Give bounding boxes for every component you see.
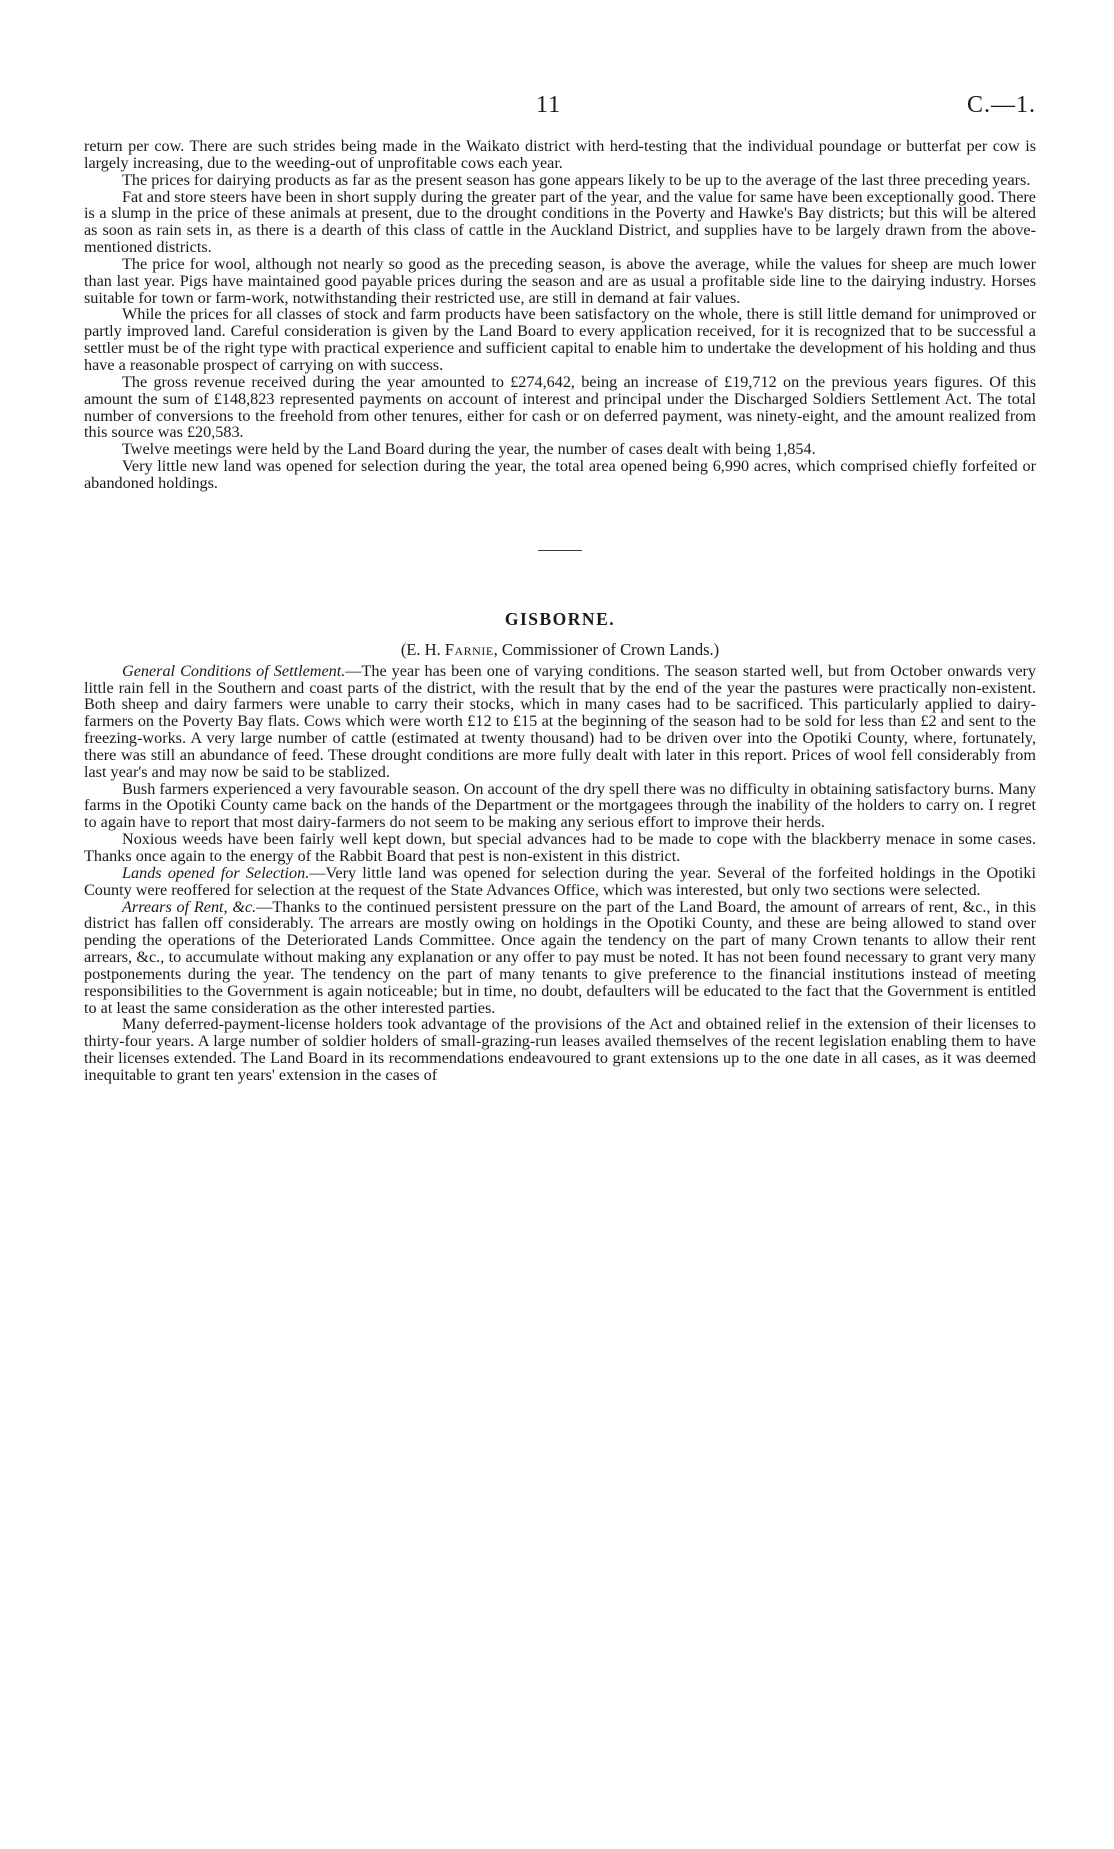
- byline-name: Farnie: [444, 639, 494, 659]
- commissioner-byline: [84, 640, 1036, 660]
- paragraph-dairy-continuation: return per cow. There are such strides being made in the Waikato district with herd-testing that the individual poundage or butterfat per cow is largely increasing, due to the weeding-out of unprofitable cows each year.: [84, 137, 1036, 172]
- gisborne-section: [84, 609, 1036, 1084]
- paragraph-new-land: Very little new land was opened for selection during the year, the total area opened being 6,990 acres, which comprised chiefly forfeited or abandoned holdings.: [84, 457, 1036, 492]
- paragraph-general-conditions: [84, 663, 1036, 781]
- byline-suffix: , Commissioner of Crown Lands.): [493, 639, 720, 659]
- arrears-text: —Thanks to the continued persistent pressure on the part of the Land Board, the amount of arrears of rent, &c., in this district has fallen off considerably. The arrears are mostly owing on holdings in the Opotiki County, and these are being allowed to stand over pending the operations of the Deteriorated Lands Committee. Once again the tendency on the part of many Crown tenants to allow their rent arrears, &c., to accumulate without making any explanation or any offer to pay must be noted. It has not been found necessary to grant very many postponements during the year. The tendency on the part of many tenants to give preference to the financial institutions instead of meeting responsibilities to the Government is again noticeable; but in time, no doubt, defaulters will be educated to the fact that the Government is entitled to at least the same consideration as the other interested parties.: [84, 897, 1036, 1017]
- subheading-lands-opened: Lands opened for Selection.: [122, 863, 310, 882]
- top-section: [84, 138, 1036, 492]
- paragraph-steers: Fat and store steers have been in short supply during the greater part of the year, and the value for same have been exceptionally good. There is a slump in the price of these animals at present, due to the drought conditions in the Poverty and Hawke's Bay districts; but this will be altered as soon as rain sets in, as there is a dearth of this class of cattle in the Auckland District, and supplies have to be largely drawn from the above-mentioned districts.: [84, 187, 1036, 257]
- page-header: [84, 92, 1036, 138]
- paragraph-land-demand: While the prices for all classes of stock and farm products have been satisfactory on the whole, there is still little demand for unimproved or partly improved land. Careful consideration is given by the Land Board to every application received, for it is recognized that to be successful a settler must be of the right type with practical experience and sufficient capital to enable him to undertake the development of his holding and thus have a reasonable prospect of carrying on with success.: [84, 305, 1036, 374]
- paragraph-gross-revenue: The gross revenue received during the year amounted to £274,642, being an increase of £19,712 on the previous years figures. Of this amount the sum of £148,823 represented payments on account of interest and principal under the Discharged Soldiers Settlement Act. The total number of conversions to the freehold from other tenures, either for cash or on deferred payment, was ninety-eight, and the amount realized from this source was £20,583.: [84, 372, 1036, 442]
- paragraph-meetings: Twelve meetings were held by the Land Board during the year, the number of cases dealt with being 1,854.: [122, 440, 816, 459]
- paragraph-lands-opened: [84, 865, 1036, 899]
- document-reference: C.—1.: [966, 92, 1036, 118]
- paragraph-arrears: [84, 899, 1036, 1017]
- section-heading: GISBORNE.: [504, 608, 616, 629]
- section-divider: [538, 550, 582, 551]
- paragraph-license-extensions: Many deferred-payment-license holders took advantage of the provisions of the Act and obtained relief in the extension of their licenses to thirty-four years. A large number of soldier holders of small-grazing-run leases availed themselves of the recent legislation enabling them to have their licenses extended. The Land Board in its recommendations endeavoured to grant extensions up to the one date in all cases, as it was deemed inequitable to grant ten years' extension in the cases of: [84, 1015, 1036, 1084]
- subheading-arrears: Arrears of Rent, &c.: [122, 897, 257, 916]
- paragraph-wool-prices: The price for wool, although not nearly so good as the preceding season, is above the average, while the values for sheep are much lower than last year. Pigs have maintained good payable prices during the season and are as usual a profitable side line to the dairying industry. Horses suitable for town or farm-work, notwithstanding their restricted use, are still in demand at fair values.: [84, 254, 1036, 307]
- paragraph-noxious-weeds: Noxious weeds have been fairly well kept down, but special advances had to be made to cope with the blackberry menace in some cases. Thanks once again to the energy of the Rabbit Board that pest is non-existent in this district.: [84, 830, 1036, 865]
- subheading-general-conditions: General Conditions of Settlement.: [122, 661, 346, 680]
- general-conditions-text: —The year has been one of varying conditions. The season started well, but from October onwards very little rain fell in the Southern and coast parts of the district, with the result that by the end of the year the pastures were practically non-existent. Both sheep and dairy farmers were unable to carry their stocks, which in many cases had to be sacrificed. This particularly applied to dairy-farmers on the Poverty Bay flats. Cows which were worth £12 to £15 at the beginning of the season had to be sold for less than £2 and sent to the freezing-works. A very large number of cattle (estimated at twenty thousand) had to be driven over into the Opotiki County, where, fortunately, there was still an abundance of feed. These drought conditions are more fully dealt with later in this report. Prices of wool fell considerably from last year's and may now be said to be stablized.: [84, 661, 1036, 781]
- paragraph-bush-farmers: Bush farmers experienced a very favourable season. On account of the dry spell there was no difficulty in obtaining satisfactory burns. Many farms in the Opotiki County came back on the hands of the Department or the mortgagees through the inability of the holders to carry on. I regret to again have to report that most dairy-farmers do not seem to be making any serious effort to improve their herds.: [84, 779, 1036, 832]
- paragraph-dairy-prices: The prices for dairying products as far as the present season has gone appears likely to be up to the average of the last three preceding years.: [122, 170, 1031, 189]
- document-page: [84, 92, 1036, 1084]
- page-number: 11: [536, 92, 562, 118]
- byline-prefix: (E. H.: [400, 639, 445, 659]
- lands-opened-text: —Very little land was opened for selection during the year. Several of the forfeited holdings in the Opotiki County were reoffered for selection at the request of the State Advances Office, which was interested, but only two sections were selected.: [84, 863, 1036, 899]
